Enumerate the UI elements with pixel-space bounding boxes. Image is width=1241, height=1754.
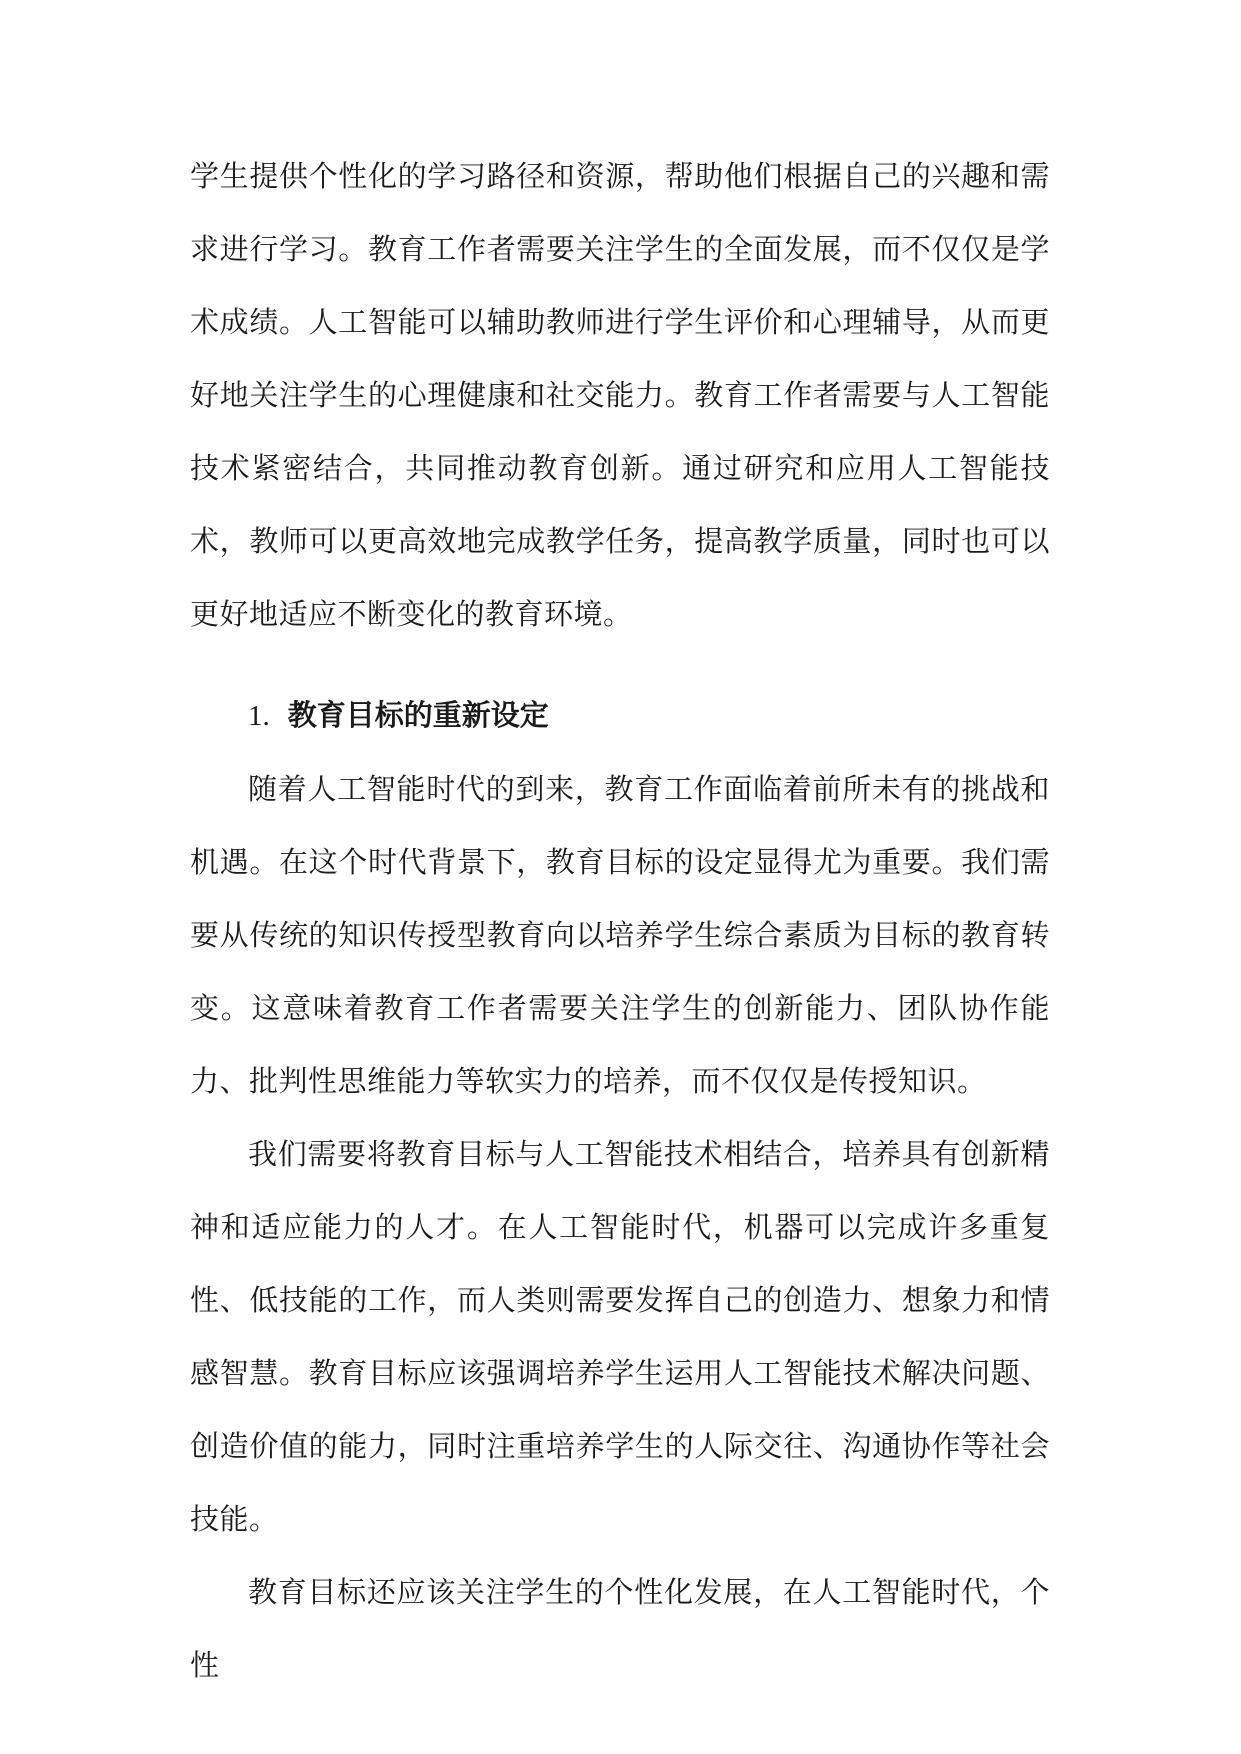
paragraph-continuation: 学生提供个性化的学习路径和资源，帮助他们根据自己的兴趣和需求进行学习。教育工作者需要关注学生的全面发展，而不仅仅是学术成绩。人工智能可以辅助教师进行学生评价和心理辅导，从而更好地关注学生的心理健康和社交能力。教育工作者需要与人工智能技术紧密结合，共同推动教育创新。通过研究和应用人工智能技术，教师可以更高效地完成教学任务，提高教学质量，同时也可以更好地适应不断变化的教育环境。 xyxy=(190,159,1050,631)
document-page xyxy=(190,140,1050,1702)
section-number: 1. xyxy=(248,700,270,732)
paragraph-2: 我们需要将教育目标与人工智能技术相结合，培养具有创新精神和适应能力的人才。在人工智能时代，机器可以完成许多重复性、低技能的工作，而人类则需要发挥自己的创造力、想象力和情感智慧。教育目标应该强调培养学生运用人工智能技术解决问题、创造价值的能力，同时注重培养学生的人际交往、沟通协作等社会技能。 xyxy=(190,1137,1050,1536)
paragraph-3: 教育目标还应该关注学生的个性化发展，在人工智能时代，个性 xyxy=(190,1575,1050,1682)
section-title: 教育目标的重新设定 xyxy=(287,698,549,732)
paragraph-1: 随着人工智能时代的到来，教育工作面临着前所未有的挑战和机遇。在这个时代背景下，教育目标的设定显得尤为重要。我们需要从传统的知识传授型教育向以培养学生综合素质为目标的教育转变。这意味着教育工作者需要关注学生的创新能力、团队协作能力、批判性思维能力等软实力的培养，而不仅仅是传授知识。 xyxy=(190,772,1050,1098)
section-heading xyxy=(190,679,1050,753)
